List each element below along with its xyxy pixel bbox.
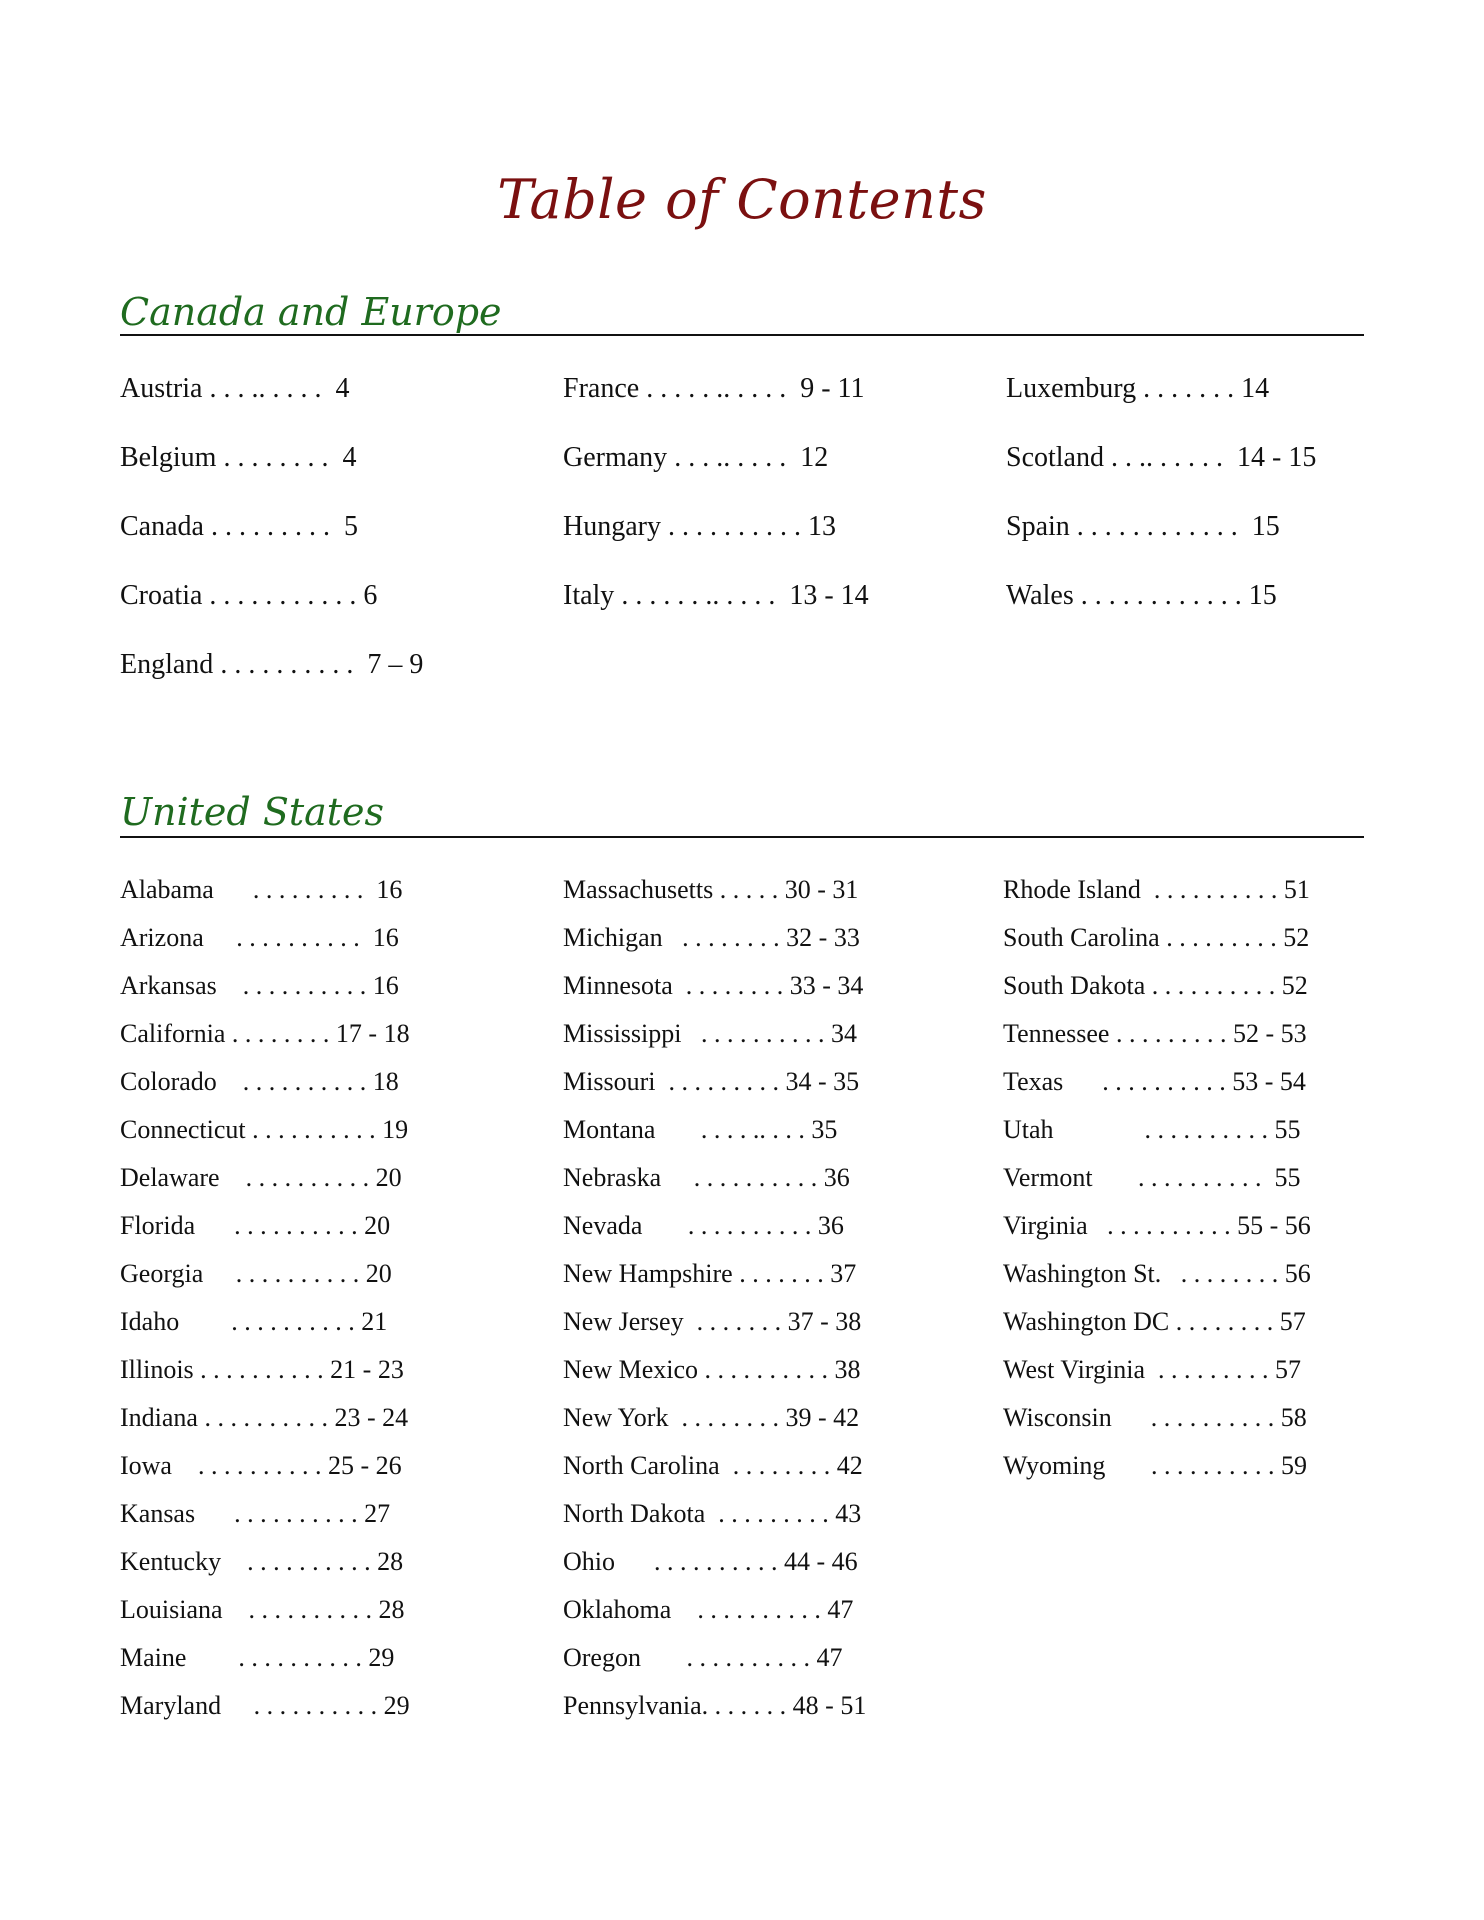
page-range: 6	[356, 580, 378, 611]
dot-leader: . . . . . . . . .	[1144, 1355, 1269, 1384]
page-range: 55	[1268, 1115, 1301, 1144]
page-range: 52	[1276, 923, 1310, 952]
entry-name: Nebraska	[563, 1163, 662, 1192]
page-range: 29	[361, 1643, 395, 1672]
page-range: 48 - 51	[786, 1691, 867, 1720]
toc-entry	[563, 513, 836, 541]
dot-leader: . . . . . . . . . .	[221, 1691, 378, 1720]
section-heading-united-states: United States	[120, 790, 385, 834]
entry-name: England	[120, 649, 214, 680]
dot-leader: . . . .. . . . .	[667, 442, 794, 473]
dot-leader: . . .. . . . . .	[1104, 442, 1230, 473]
entry-name: Louisiana	[120, 1595, 223, 1624]
entry-name: Nevada	[563, 1211, 643, 1240]
page-range: 16	[366, 971, 399, 1000]
dot-leader: . . . . . . . . . .	[186, 1643, 362, 1672]
page-range: 21 - 23	[323, 1355, 404, 1384]
page-range: 14	[1234, 373, 1270, 404]
entry-name: Wisconsin	[1003, 1403, 1112, 1432]
toc-entry	[563, 1453, 863, 1479]
dot-leader: . . . . . . . . . .	[661, 1163, 818, 1192]
page-range: 4	[328, 373, 350, 404]
page-range: 34 - 35	[778, 1067, 860, 1096]
page-range: 59	[1274, 1451, 1307, 1480]
entry-name: New Mexico	[563, 1355, 699, 1384]
dot-leader: . . . . . . . . . .	[640, 1643, 810, 1672]
toc-entry	[1003, 1165, 1301, 1191]
page-range: 35	[804, 1115, 838, 1144]
dot-leader: . . . . . .. . . . .	[639, 373, 794, 404]
toc-entry	[120, 582, 377, 610]
page-range: 20	[359, 1259, 392, 1288]
toc-entry	[563, 1117, 837, 1143]
page-range: 57	[1273, 1307, 1306, 1336]
toc-entry	[120, 1645, 394, 1671]
entry-name: California	[120, 1019, 226, 1048]
page-range: 16	[366, 923, 399, 952]
toc-entry	[563, 1165, 850, 1191]
entry-name: France	[563, 373, 640, 404]
toc-entry	[120, 444, 356, 472]
dot-leader: . . . . . . . . . .	[197, 1403, 328, 1432]
entry-name: Montana	[563, 1115, 656, 1144]
dot-leader: . . . . . . . . . .	[195, 1211, 358, 1240]
dot-leader: . . . . . . . . . . . .	[1069, 511, 1245, 542]
dot-leader: . . . . . . . . . .	[671, 1595, 821, 1624]
dot-leader: . . . . . . . . . .	[1063, 1067, 1226, 1096]
entry-name: North Carolina	[563, 1451, 720, 1480]
entry-name: New Jersey	[563, 1307, 684, 1336]
dot-leader: . . . . . . . . . .	[1092, 1163, 1269, 1192]
page-range: 29	[377, 1691, 410, 1720]
entry-name: New York	[563, 1403, 669, 1432]
dot-leader: . . . . . . . . .	[1159, 923, 1277, 952]
entry-name: Ohio	[563, 1547, 615, 1576]
dot-leader: . . . . . . . . . .	[213, 649, 361, 680]
toc-entry	[563, 444, 828, 472]
page-range: 20	[357, 1211, 391, 1240]
toc-entry	[563, 1021, 857, 1047]
toc-entry	[563, 1213, 844, 1239]
toc-entry	[1003, 925, 1309, 951]
toc-entry	[1003, 877, 1310, 903]
toc-entry	[1006, 375, 1269, 403]
entry-name: Wyoming	[1003, 1451, 1106, 1480]
page-range: 55	[1268, 1163, 1301, 1192]
entry-name: Spain	[1006, 511, 1070, 542]
entry-name: Italy	[563, 580, 615, 611]
page-range: 52	[1275, 971, 1308, 1000]
toc-entry	[1003, 1117, 1301, 1143]
toc-entry	[120, 1405, 408, 1431]
page-range: 36	[817, 1163, 850, 1192]
page-range: 47	[820, 1595, 854, 1624]
entry-name: Indiana	[120, 1403, 198, 1432]
toc-entry	[563, 1261, 856, 1287]
page-range: 12	[793, 442, 829, 473]
page-range: 37	[823, 1259, 857, 1288]
dot-leader: . . . . . . . . . .	[1145, 971, 1276, 1000]
page-range: 23 - 24	[327, 1403, 409, 1432]
toc-entry	[120, 1165, 402, 1191]
page-range: 27	[357, 1499, 391, 1528]
entry-name: Pennsylvania	[563, 1691, 702, 1720]
page-range: 42	[830, 1451, 863, 1480]
entry-name: Maryland	[120, 1691, 222, 1720]
dot-leader: . . . . . . . . .	[655, 1067, 779, 1096]
entry-name: Oklahoma	[563, 1595, 672, 1624]
page-title: Table of Contents	[497, 168, 987, 231]
page-range: 20	[369, 1163, 402, 1192]
page-range: 14 - 15	[1230, 442, 1317, 473]
toc-entry	[1006, 582, 1277, 610]
entry-name: Arkansas	[120, 971, 217, 1000]
dot-leader: . . . . . . . . . .	[195, 1499, 358, 1528]
page-range: 51	[1277, 875, 1310, 904]
toc-entry	[1006, 513, 1280, 541]
dot-leader: . . . . . . . . . .	[216, 1067, 367, 1096]
page-range: 17 - 18	[329, 1019, 410, 1048]
page-range: 44 - 46	[777, 1547, 858, 1576]
toc-entry	[120, 877, 402, 903]
section-divider	[120, 836, 1364, 838]
toc-entry	[120, 1213, 390, 1239]
entry-name: Luxemburg	[1006, 373, 1137, 404]
dot-leader: . . . . . . . . . .	[216, 971, 367, 1000]
page-range: 13	[800, 511, 836, 542]
dot-leader: . . . .. . . . .	[202, 373, 329, 404]
toc-entry	[120, 1309, 387, 1335]
page-range: 18	[366, 1067, 399, 1096]
dot-leader: . . . . .	[713, 875, 779, 904]
toc-entry	[120, 651, 423, 679]
toc-entry	[1003, 1309, 1306, 1335]
page-range: 34	[824, 1019, 857, 1048]
entry-name: Kansas	[120, 1499, 196, 1528]
toc-entry	[120, 513, 358, 541]
toc-entry	[1003, 1069, 1306, 1095]
dot-leader: . . . . . . . . . .	[1053, 1115, 1269, 1144]
toc-entry	[120, 1117, 408, 1143]
toc-entry	[563, 1309, 861, 1335]
entry-name: Missouri	[563, 1067, 656, 1096]
entry-name: Colorado	[120, 1067, 217, 1096]
entry-name: Belgium	[120, 442, 217, 473]
entry-name: Delaware	[120, 1163, 220, 1192]
dot-leader: . . . . . . . . .	[213, 875, 370, 904]
page-range: 21	[354, 1307, 388, 1336]
toc-entry	[563, 1069, 859, 1095]
dot-leader: . . . . . . . . . .	[203, 1259, 360, 1288]
toc-entry	[120, 375, 349, 403]
page-range: 9 - 11	[793, 373, 865, 404]
page-range: 16	[369, 875, 403, 904]
dot-leader: . . . . . . . . .	[203, 511, 337, 542]
dot-leader: . . . . . . . . . .	[642, 1211, 812, 1240]
toc-entry	[563, 1693, 866, 1719]
entry-name: South Dakota	[1003, 971, 1146, 1000]
page-range: 15	[1241, 580, 1277, 611]
toc-entry	[563, 1549, 858, 1575]
entry-name: Illinois	[120, 1355, 194, 1384]
toc-entry	[120, 1357, 404, 1383]
page-range: 4	[335, 442, 357, 473]
toc-entry	[563, 1597, 853, 1623]
toc-entry	[120, 1501, 390, 1527]
entry-name: Connecticut	[120, 1115, 246, 1144]
page-range: 36	[811, 1211, 844, 1240]
entry-name: Germany	[563, 442, 668, 473]
toc-entry	[1006, 444, 1316, 472]
toc-entry	[563, 1405, 859, 1431]
page-range: 5	[336, 511, 358, 542]
dot-leader: . . . . . . . . . .	[219, 1163, 370, 1192]
entry-name: Washington DC	[1003, 1307, 1170, 1336]
dot-leader: . . . . . . . . . . .	[202, 580, 357, 611]
dot-leader: . . . . . . . . . .	[1105, 1451, 1275, 1480]
toc-entry	[120, 925, 399, 951]
entry-name: Minnesota	[563, 971, 673, 1000]
toc-entry	[563, 375, 864, 403]
toc-entry	[563, 1501, 861, 1527]
dot-leader: . . . . . . . .	[668, 1403, 779, 1432]
dot-leader: . . . . . . . .	[672, 971, 784, 1000]
entry-name: Washington St.	[1003, 1259, 1162, 1288]
toc-entry	[1003, 1405, 1307, 1431]
section-divider	[120, 334, 1364, 336]
entry-name: Utah	[1003, 1115, 1054, 1144]
toc-entry	[120, 1261, 392, 1287]
page-range: 19	[375, 1115, 409, 1144]
dot-leader: . . . . .. . . .	[655, 1115, 805, 1144]
dot-leader: . . . . . . . .	[225, 1019, 330, 1048]
entry-name: Arizona	[120, 923, 204, 952]
entry-name: Alabama	[120, 875, 214, 904]
dot-leader: . . . . . . . . . .	[222, 1595, 373, 1624]
toc-entry	[1003, 1021, 1307, 1047]
entry-name: Croatia	[120, 580, 203, 611]
toc-entry	[563, 582, 869, 610]
page-range: 47	[809, 1643, 843, 1672]
toc-entry	[563, 1357, 861, 1383]
entry-name: Mississippi	[563, 1019, 682, 1048]
dot-leader: . . . . . . .	[1136, 373, 1235, 404]
page-range: 15	[1244, 511, 1280, 542]
toc-entry	[1003, 1261, 1311, 1287]
entry-name: Virginia	[1003, 1211, 1088, 1240]
dot-leader: . . . . . . . . . .	[698, 1355, 829, 1384]
toc-entry	[563, 1645, 842, 1671]
page-range: 38	[828, 1355, 861, 1384]
dot-leader: . . . . . . . . . .	[660, 511, 801, 542]
dot-leader: . . . . . . . .	[1169, 1307, 1274, 1336]
page-range: 56	[1278, 1259, 1311, 1288]
page-range: 55 - 56	[1230, 1211, 1311, 1240]
dot-leader: . . . . . . . .	[719, 1451, 831, 1480]
entry-name: Hungary	[563, 511, 661, 542]
page-range: 53 - 54	[1225, 1067, 1306, 1096]
dot-leader: . . . . . . . . .	[1109, 1019, 1227, 1048]
toc-entry	[120, 1453, 402, 1479]
entry-name: Idaho	[120, 1307, 180, 1336]
dot-leader: . . . . . . . .	[216, 442, 336, 473]
dot-leader: . . . . . . .	[732, 1259, 824, 1288]
entry-name: West Virginia	[1003, 1355, 1145, 1384]
toc-entry	[1003, 1213, 1311, 1239]
entry-name: Georgia	[120, 1259, 204, 1288]
entry-name: Iowa	[120, 1451, 172, 1480]
entry-name: North Dakota	[563, 1499, 706, 1528]
page-range: 37 - 38	[781, 1307, 862, 1336]
page-range: 39 - 42	[778, 1403, 860, 1432]
toc-entry	[1003, 1453, 1307, 1479]
entry-name: Kentucky	[120, 1547, 222, 1576]
dot-leader: . . . . . . . . . .	[203, 923, 367, 952]
entry-name: Rhode Island	[1003, 875, 1141, 904]
dot-leader: . . . . . . . . . .	[615, 1547, 778, 1576]
page-range: 30 - 31	[778, 875, 859, 904]
dot-leader: . . . . . . . . . .	[1111, 1403, 1275, 1432]
entry-name: Oregon	[563, 1643, 641, 1672]
dot-leader: . . . . . . .	[683, 1307, 782, 1336]
section-heading-canada-europe: Canada and Europe	[120, 290, 502, 334]
toc-entry	[120, 1549, 403, 1575]
entry-name: Canada	[120, 511, 204, 542]
page-range: 43	[828, 1499, 862, 1528]
entry-name: New Hampshire	[563, 1259, 733, 1288]
dot-leader: . . . . . . . . . . . .	[1073, 580, 1242, 611]
page-range: 28	[372, 1595, 405, 1624]
dot-leader: . . . . . . . . . .	[1087, 1211, 1231, 1240]
entry-name: Wales	[1006, 580, 1074, 611]
dot-leader: . . . . . . . .	[1161, 1259, 1279, 1288]
toc-entry	[120, 1597, 405, 1623]
dot-leader: . . . . . . . . . .	[171, 1451, 322, 1480]
entry-name: Michigan	[563, 923, 663, 952]
dot-leader: . . . . . . . . . .	[1140, 875, 1278, 904]
entry-name: Maine	[120, 1643, 187, 1672]
toc-entry	[563, 925, 860, 951]
page-range: 33 - 34	[783, 971, 864, 1000]
page-range: 58	[1274, 1403, 1307, 1432]
page-range: 57	[1268, 1355, 1301, 1384]
toc-entry	[120, 973, 399, 999]
dot-leader: . . . . . . . . . .	[245, 1115, 376, 1144]
toc-entry	[120, 1021, 410, 1047]
entry-name: South Carolina	[1003, 923, 1160, 952]
page-range: 52 - 53	[1226, 1019, 1307, 1048]
toc-entry	[1003, 973, 1308, 999]
dot-leader: . . . . . . . . . .	[681, 1019, 825, 1048]
page-range: 32 - 33	[779, 923, 860, 952]
dot-leader: . . . . . . . . . .	[193, 1355, 324, 1384]
entry-name: Florida	[120, 1211, 196, 1240]
dot-leader: . . . . . . .	[701, 1691, 787, 1720]
entry-name: Vermont	[1003, 1163, 1093, 1192]
entry-name: Scotland	[1006, 442, 1104, 473]
dot-leader: . . . . . . . .	[662, 923, 780, 952]
entry-name: Austria	[120, 373, 203, 404]
dot-leader: . . . . . . . . .	[705, 1499, 829, 1528]
toc-entry	[1003, 1357, 1301, 1383]
toc-entry	[120, 1069, 399, 1095]
entry-name: Texas	[1003, 1067, 1064, 1096]
entry-name: Tennessee	[1003, 1019, 1110, 1048]
page-range: 7 – 9	[360, 649, 424, 680]
dot-leader: . . . . . . . . . .	[221, 1547, 371, 1576]
dot-leader: . . . . . . . . . .	[179, 1307, 355, 1336]
page-range: 25 - 26	[321, 1451, 402, 1480]
dot-leader: . . . . . . .. . . . .	[614, 580, 783, 611]
page-range: 28	[370, 1547, 404, 1576]
toc-entry	[120, 1693, 410, 1719]
toc-entry	[563, 877, 858, 903]
toc-entry	[563, 973, 863, 999]
entry-name: Massachusetts	[563, 875, 714, 904]
page-range: 13 - 14	[782, 580, 869, 611]
